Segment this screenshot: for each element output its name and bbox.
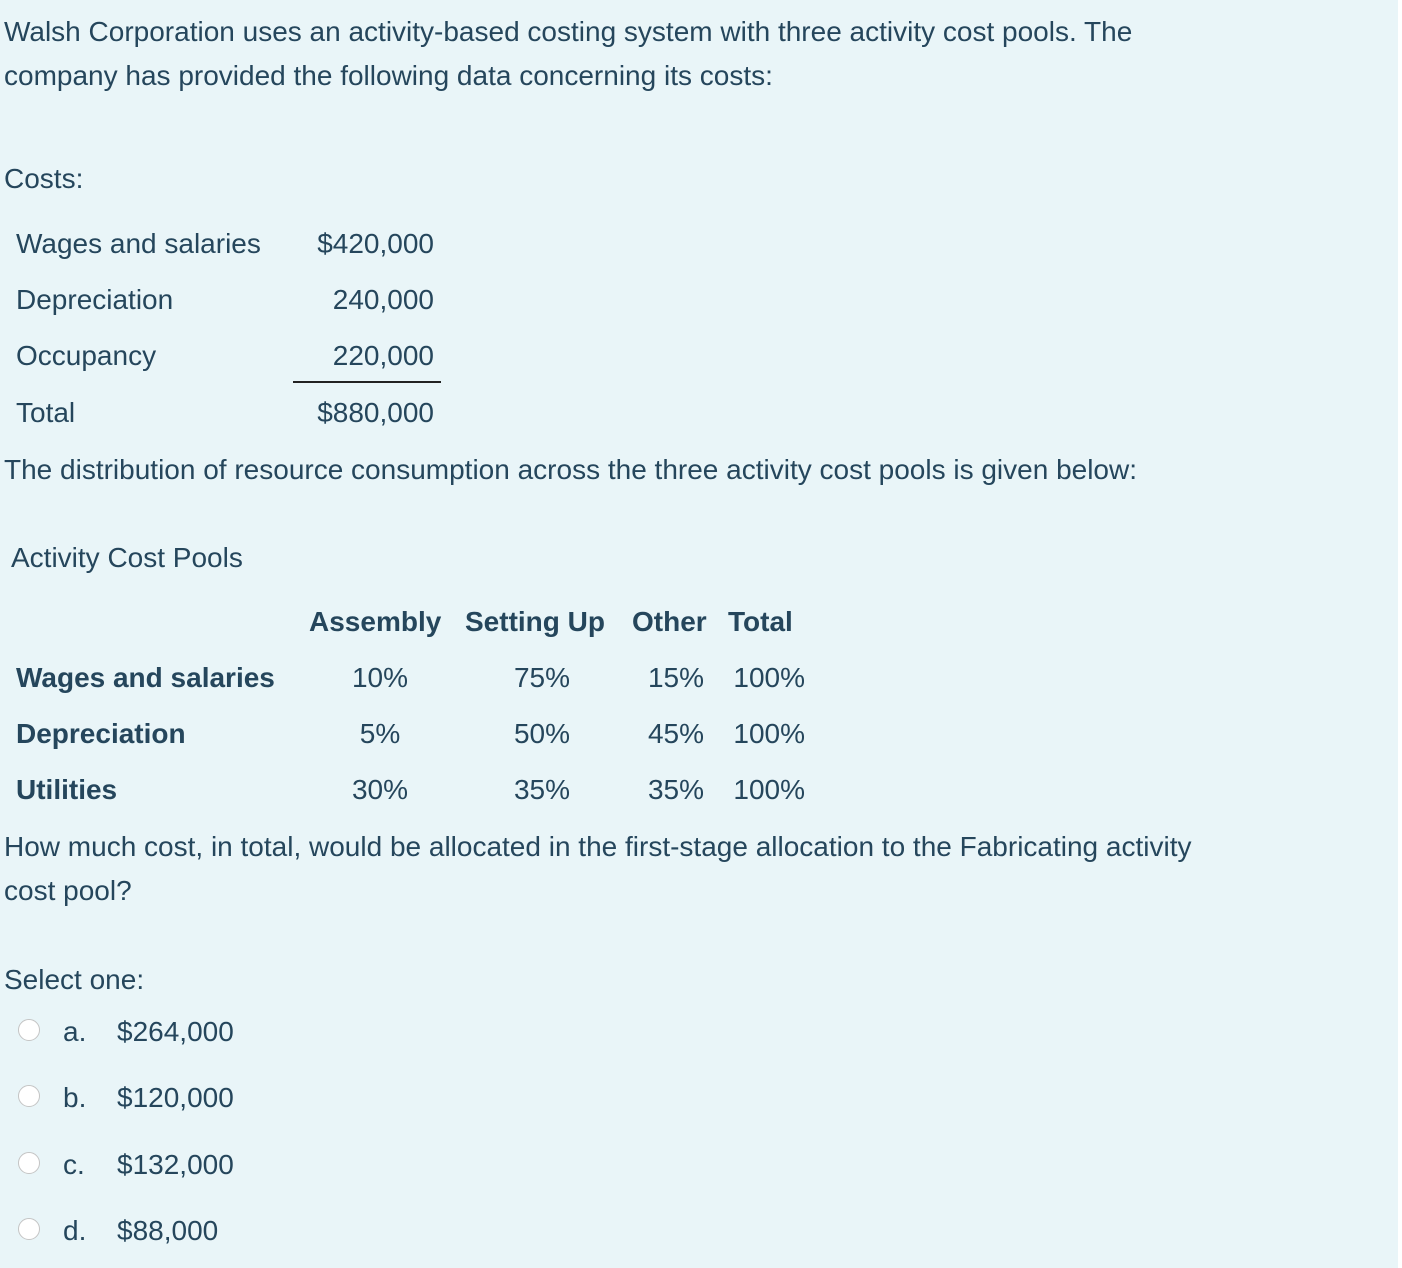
cell: 35% <box>647 774 704 805</box>
cost-label: Total <box>16 397 76 428</box>
intro-line-1: Walsh Corporation uses an activity-based costing system with three activity cost pools. The <box>4 16 1133 47</box>
radio-button[interactable] <box>18 1152 40 1174</box>
option-letter: c. <box>63 1149 85 1180</box>
cost-label: Wages and salaries <box>16 228 261 259</box>
cost-value: 220,000 <box>332 340 434 371</box>
option-text[interactable]: $88,000 <box>117 1215 219 1246</box>
header-total: Total <box>728 606 793 637</box>
cell: 15% <box>647 662 704 693</box>
distribution-text: The distribution of resource consumption across the three activity cost pools is given below: <box>4 454 1138 485</box>
option-text[interactable]: $120,000 <box>117 1082 234 1113</box>
row-label: Wages and salaries <box>16 662 275 693</box>
costs-label: Costs: <box>4 163 84 194</box>
cell: 45% <box>647 718 704 749</box>
pools-label: Activity Cost Pools <box>11 542 243 573</box>
question-line-1: How much cost, in total, would be allocated in the first-stage allocation to the Fabricating activity <box>4 831 1192 862</box>
cell: 10% <box>351 662 409 693</box>
cell: 5% <box>359 718 401 749</box>
radio-button[interactable] <box>18 1019 40 1041</box>
intro-line-2: company has provided the following data concerning its costs: <box>4 60 773 91</box>
header-setting-up: Setting Up <box>465 606 605 637</box>
option-text[interactable]: $132,000 <box>117 1149 234 1180</box>
total-underline <box>293 381 441 383</box>
option-letter: a. <box>63 1016 87 1047</box>
header-assembly: Assembly <box>309 606 442 637</box>
cost-value: $420,000 <box>317 228 434 259</box>
cost-label: Depreciation <box>16 284 174 315</box>
select-label: Select one: <box>4 964 145 995</box>
cell: 75% <box>513 662 571 693</box>
radio-button[interactable] <box>18 1218 40 1240</box>
cell: 50% <box>513 718 571 749</box>
cost-value: 240,000 <box>332 284 434 315</box>
cell: 30% <box>351 774 409 805</box>
row-label: Depreciation <box>16 718 186 749</box>
question-line-2: cost pool? <box>4 875 132 906</box>
row-label: Utilities <box>16 774 118 805</box>
cost-value: $880,000 <box>317 397 434 428</box>
option-text[interactable]: $264,000 <box>117 1016 234 1047</box>
cost-label: Occupancy <box>16 340 157 371</box>
option-letter: b. <box>63 1082 87 1113</box>
option-letter: d. <box>63 1215 87 1246</box>
cell: 100% <box>733 662 805 693</box>
cell: 100% <box>733 774 805 805</box>
header-other: Other <box>632 606 707 637</box>
radio-button[interactable] <box>18 1085 40 1107</box>
cell: 35% <box>513 774 571 805</box>
cell: 100% <box>733 718 805 749</box>
